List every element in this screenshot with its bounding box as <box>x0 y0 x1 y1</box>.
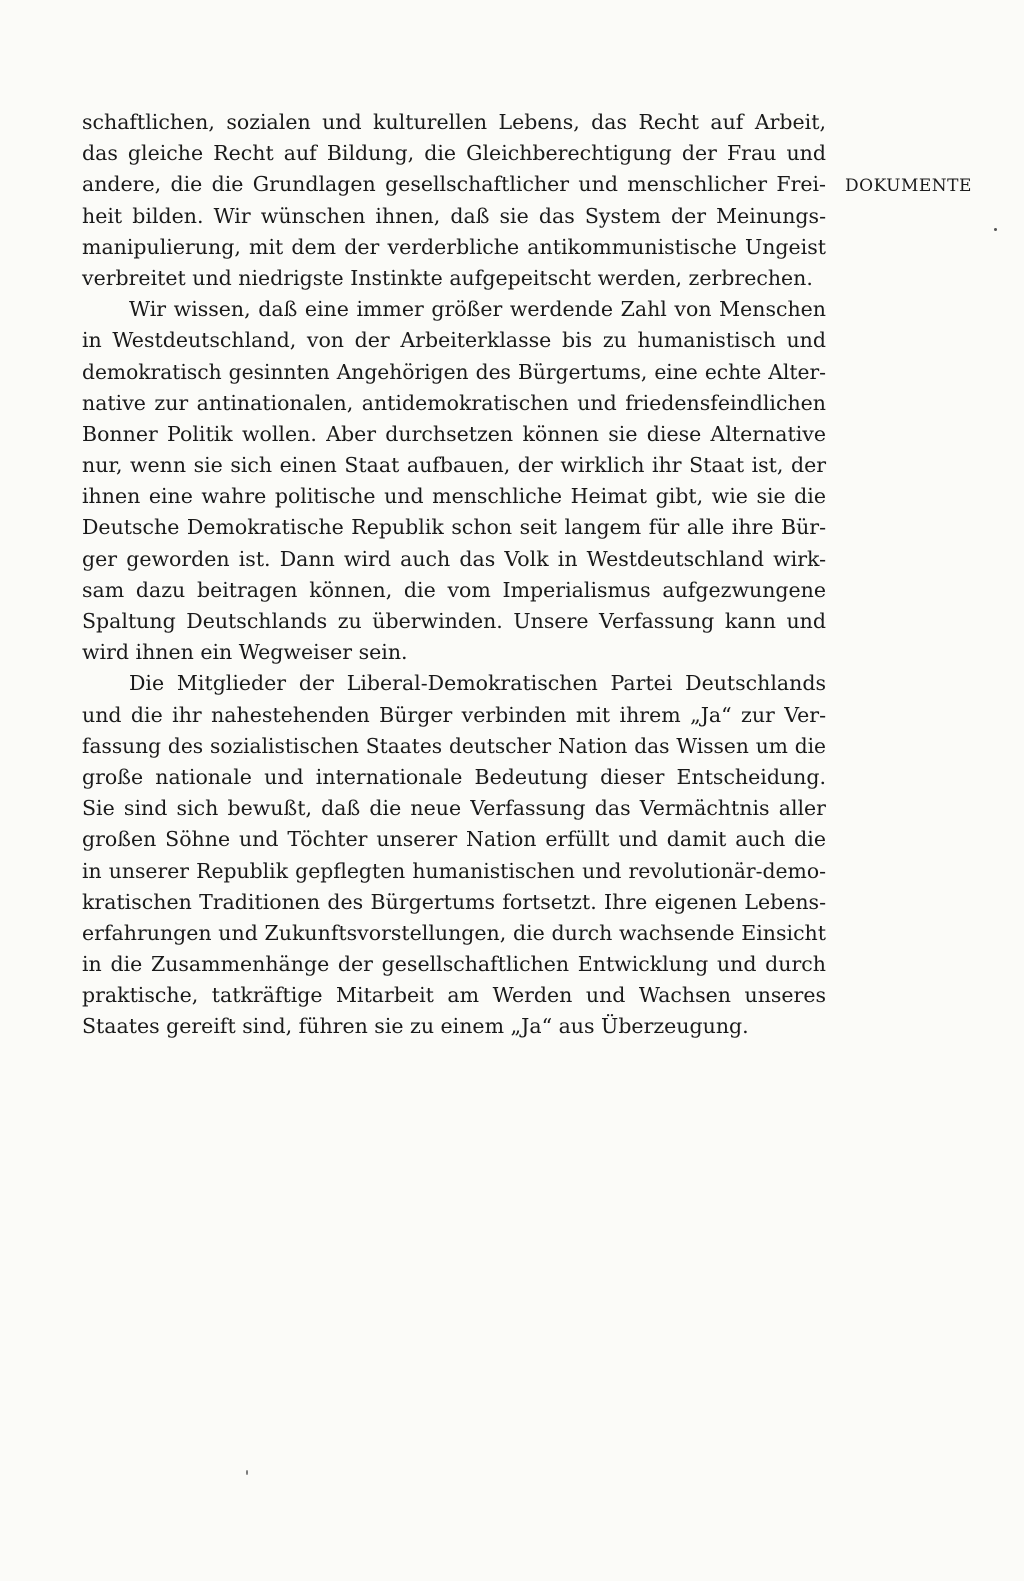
text-line: manipulierung, mit dem der verderbliche antikommunistische Ungeist <box>82 234 826 259</box>
text-line: in die Zusammenhänge der gesellschaftlichen Entwicklung und durch <box>82 952 826 977</box>
text-line: kratischen Traditionen des Bürgertums fortsetzt. Ihre eigenen Lebens- <box>82 889 826 914</box>
text-line: fassung des sozialistischen Staates deutscher Nation das Wissen um die <box>82 733 826 758</box>
text-line: Die Mitglieder der Liberal-Demokratischen Partei Deutschlands <box>129 671 826 696</box>
text-line: das gleiche Recht auf Bildung, die Gleichberechtigung der Frau und <box>82 141 826 166</box>
text-line: ger geworden ist. Dann wird auch das Volk in Westdeutschland wirk- <box>82 546 826 571</box>
text-line: verbreitet und niedrigste Instinkte aufgepeitscht werden, zerbrechen. <box>82 265 813 290</box>
text-line: große nationale und internationale Bedeutung dieser Entscheidung. <box>82 764 826 789</box>
text-line: und die ihr nahestehenden Bürger verbinden mit ihrem „Ja“ zur Ver- <box>82 702 826 727</box>
text-line: nur, wenn sie sich einen Staat aufbauen, der wirklich ihr Staat ist, der <box>82 453 826 478</box>
text-line: Spaltung Deutschlands zu überwinden. Unsere Verfassung kann und <box>82 609 826 633</box>
text-line: sam dazu beitragen können, die vom Imperialismus aufgezwungene <box>82 577 826 602</box>
text-line: in unserer Republik gepflegten humanistischen und revolutionär-demo- <box>82 858 826 883</box>
paper-speck <box>994 228 997 231</box>
text-line: Sie sind sich bewußt, daß die neue Verfassung das Vermächtnis aller <box>82 796 826 821</box>
text-line: Bonner Politik wollen. Aber durchsetzen können sie diese Alternative <box>82 421 826 446</box>
text-line: erfahrungen und Zukunftsvorstellungen, die durch wachsende Einsicht <box>82 920 826 945</box>
text-line: praktische, tatkräftige Mitarbeit am Werden und Wachsen unseres <box>82 983 826 1008</box>
text-line: in Westdeutschland, von der Arbeiterklasse bis zu humanistisch und <box>82 328 826 353</box>
text-line: Staates gereift sind, führen sie zu einem „Ja“ aus Überzeugung. <box>82 1014 749 1039</box>
paper-speck <box>246 1470 248 1475</box>
text-line: heit bilden. Wir wünschen ihnen, daß sie das System der Meinungs- <box>82 203 826 228</box>
body-text <box>82 107 826 1043</box>
text-line: demokratisch gesinnten Angehörigen des Bürgertums, eine echte Alter- <box>82 359 826 384</box>
text-line: andere, die die Grundlagen gesellschaftlicher und menschlicher Frei- <box>82 172 826 197</box>
text-line: wird ihnen ein Wegweiser sein. <box>82 640 408 665</box>
text-line: schaftlichen, sozialen und kulturellen Lebens, das Recht auf Arbeit, <box>82 110 826 134</box>
text-line: ihnen eine wahre politische und menschliche Heimat gibt, wie sie die <box>82 484 826 509</box>
text-line: Deutsche Demokratische Republik schon seit langem für alle ihre Bür- <box>82 515 826 540</box>
text-line: großen Söhne und Töchter unserer Nation erfüllt und damit auch die <box>82 827 826 852</box>
text-line: Wir wissen, daß eine immer größer werdende Zahl von Menschen <box>129 297 826 322</box>
text-line: native zur antinationalen, antidemokratischen und friedensfeindlichen <box>82 390 826 415</box>
margin-label: DOKUMENTE <box>845 176 972 196</box>
